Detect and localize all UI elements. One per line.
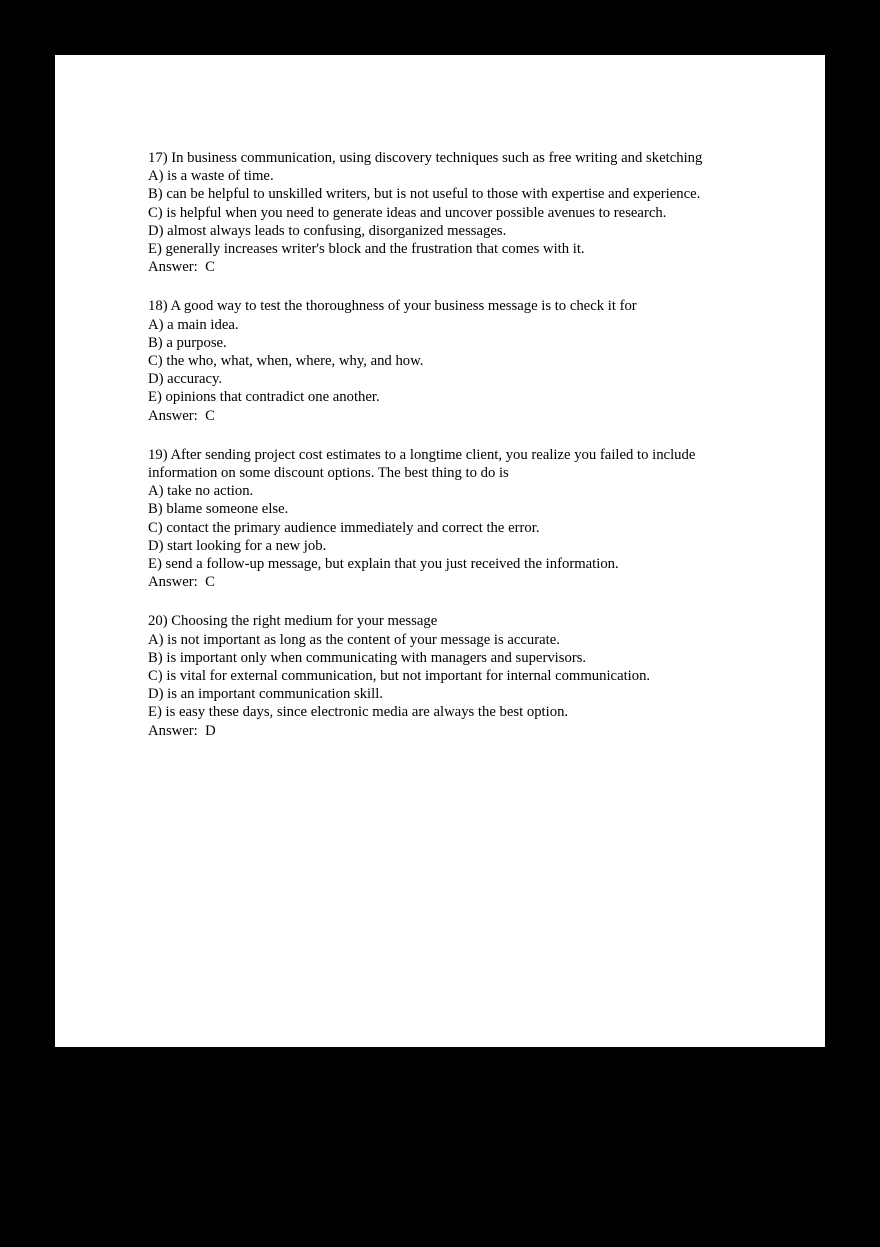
question-stem: 18) A good way to test the thoroughness of your business message is to check it for	[148, 298, 637, 315]
question-option: B) blame someone else.	[148, 501, 289, 518]
question-option: B) is important only when communicating with managers and supervisors.	[148, 649, 587, 666]
question-option: D) almost always leads to confusing, disorganized messages.	[148, 222, 507, 239]
question-option: C) the who, what, when, where, why, and how.	[148, 353, 424, 370]
question-option: A) is not important as long as the content of your message is accurate.	[148, 631, 560, 648]
question-option: E) is easy these days, since electronic media are always the best option.	[148, 704, 569, 721]
question-block	[148, 149, 748, 276]
question-option: C) is vital for external communication, but not important for internal communication.	[148, 668, 651, 685]
question-stem: 17) In business communication, using discovery techniques such as free writing and sketching	[148, 150, 703, 166]
question-option: C) is helpful when you need to generate ideas and uncover possible avenues to research.	[148, 204, 667, 221]
question-option: D) is an important communication skill.	[148, 686, 383, 703]
question-stem: 19) After sending project cost estimates to a longtime client, you realize you failed to include information on some discount options. The best thing to do is	[148, 446, 700, 482]
question-option: D) start looking for a new job.	[148, 537, 327, 554]
question-answer: Answer: D	[148, 722, 216, 739]
question-answer: Answer: C	[148, 407, 215, 424]
question-option: D) accuracy.	[148, 371, 223, 388]
question-option: B) can be helpful to unskilled writers, but is not useful to those with expertise and experience.	[148, 186, 701, 203]
question-option: E) generally increases writer's block and the frustration that comes with it.	[148, 241, 585, 258]
question-option: E) opinions that contradict one another.	[148, 389, 380, 406]
question-answer: Answer: C	[148, 259, 215, 276]
question-block	[148, 446, 748, 592]
question-block	[148, 297, 748, 424]
question-option: A) a main idea.	[148, 316, 239, 333]
question-answer: Answer: C	[148, 574, 215, 591]
document-body	[148, 149, 748, 740]
question-stem: 20) Choosing the right medium for your message	[148, 613, 438, 630]
question-option: A) take no action.	[148, 483, 254, 500]
document-page	[55, 55, 825, 1047]
question-option: B) a purpose.	[148, 334, 227, 351]
question-option: A) is a waste of time.	[148, 168, 274, 185]
question-block	[148, 612, 748, 739]
question-option: C) contact the primary audience immediately and correct the error.	[148, 519, 540, 536]
question-option: E) send a follow-up message, but explain that you just received the information.	[148, 556, 619, 573]
